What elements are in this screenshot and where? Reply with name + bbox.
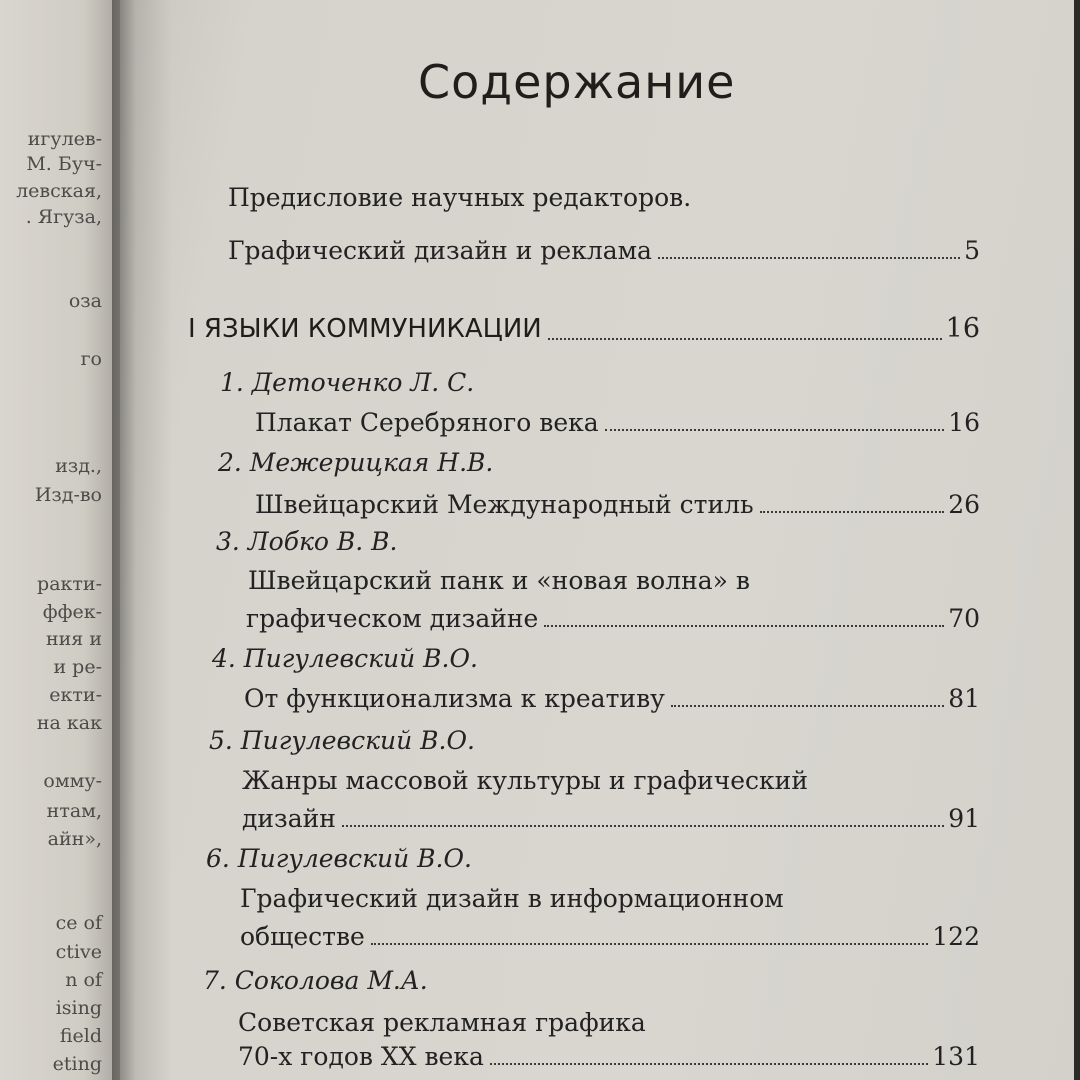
entry-title: обществе [240,922,365,951]
left-page-fragment: ce of [55,912,102,934]
entry-author: 7. Соколова М.А. [203,966,428,995]
dot-leader [605,429,945,431]
left-page-fragment: изд., [55,455,102,477]
entry-author: 5. Пигулевский В.О. [209,726,475,755]
left-page-fragment: . Ягуза, [25,206,102,228]
entry-title: Графический дизайн и реклама [228,236,652,265]
page-number: 16 [945,313,980,344]
entry-title: От функционализма к креативу [244,684,665,713]
left-page-fragment: левская, [16,180,102,202]
left-page-fragment: го [80,348,102,370]
left-facing-page [0,0,120,1080]
dot-leader [490,1063,928,1065]
entry-title-line: Жанры массовой культуры и графический [242,766,808,795]
entry-author: 4. Пигулевский В.О. [212,644,478,673]
entry-title-line: Советская рекламная графика [238,1008,646,1037]
left-page-fragment: на как [36,712,102,734]
left-page-fragment: омму- [43,770,102,792]
entry-author: 3. Лобко В. В. [216,527,398,556]
left-page-fragment: и ре- [53,656,102,678]
left-page-fragment: eting [52,1053,102,1075]
page-title: Содержание [418,55,736,109]
page-number: 26 [948,490,980,519]
page-number: 70 [948,604,980,633]
page-edge-shadow [1074,0,1080,1080]
left-page-fragment: игулев- [27,128,102,150]
left-page-fragment: n of [65,969,102,991]
page-number: 16 [948,408,980,437]
left-page-fragment: нтам, [46,800,102,822]
entry-author: 2. Межерицкая Н.В. [218,448,494,477]
left-page-fragment: айн», [47,828,102,850]
dot-leader [342,825,944,827]
section-heading [188,313,980,344]
left-page-fragment: ctive [55,941,102,963]
entry-title: графическом дизайне [246,604,539,633]
entry-title: дизайн [242,804,336,833]
dot-leader [671,705,944,707]
toc-entry [255,490,980,519]
entry-author: 6. Пигулевский В.О. [206,844,472,873]
dot-leader [548,338,942,340]
book-gutter-shadow [112,0,172,1080]
dot-leader [658,257,960,259]
toc-entry [240,922,980,951]
entry-title-line: Графический дизайн в информационном [240,884,784,913]
entry-title: Швейцарский Международный стиль [255,490,754,519]
toc-entry [255,408,980,437]
left-page-fragment: Изд-во [34,484,102,506]
preface-line-1: Предисловие научных редакторов. [228,183,692,212]
left-page-fragment: field [59,1025,102,1047]
page-number: 91 [948,804,980,833]
page-number: 81 [948,684,980,713]
page-number: 131 [932,1042,980,1071]
left-page-fragment: М. Буч- [26,153,102,175]
toc-entry-preface [228,236,980,265]
dot-leader [371,943,928,945]
toc-entry [244,684,980,713]
left-page-fragment: ising [55,997,102,1019]
page-number: 122 [932,922,980,951]
entry-title: Плакат Серебряного века [255,408,599,437]
entry-title: 70-х годов XX века [238,1042,484,1071]
toc-entry [242,804,980,833]
left-page-fragment: екти- [49,684,102,706]
entry-author: 1. Деточенко Л. С. [220,368,475,397]
show-through-texture [840,30,1040,1030]
section-label: I ЯЗЫКИ КОММУНИКАЦИИ [188,314,542,344]
left-page-fragment: ния и [45,628,102,650]
left-page-fragment: ффек- [42,601,102,623]
dot-leader [760,511,945,513]
toc-entry [246,604,980,633]
dot-leader [544,625,944,627]
page-number: 5 [964,236,980,265]
toc-entry [238,1042,980,1071]
left-page-fragment: ракти- [37,573,102,595]
entry-title-line: Швейцарский панк и «новая волна» в [248,566,750,595]
left-page-fragment: оза [68,290,102,312]
